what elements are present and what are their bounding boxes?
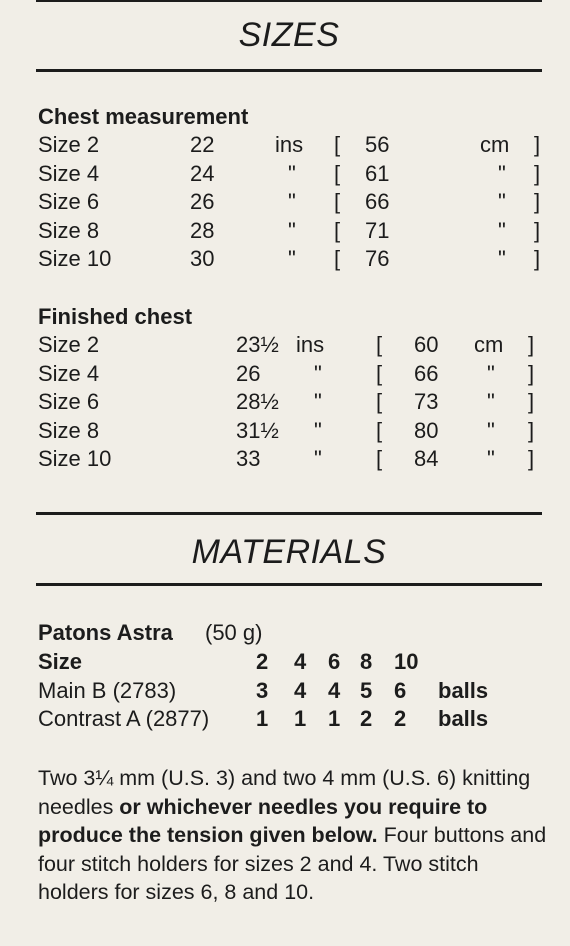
- materials-row-label: Size: [38, 649, 83, 674]
- chest-cm: 76: [365, 246, 390, 272]
- chest-open-bracket: [: [334, 160, 341, 186]
- materials-unit: balls: [438, 677, 489, 703]
- top-rule: [36, 0, 542, 2]
- finished-cm: 60: [414, 332, 439, 357]
- finished-size: Size 10: [38, 446, 112, 472]
- finished-close-bracket: ]: [528, 360, 535, 386]
- chest-open-bracket: [: [334, 132, 341, 157]
- materials-size-header: [38, 649, 542, 677]
- materials-quantity: 6: [394, 677, 407, 703]
- finished-cm: 84: [414, 446, 439, 472]
- materials-quantity: 5: [360, 677, 373, 703]
- finished-inches: 33: [236, 446, 261, 472]
- materials-heading-rule: [36, 583, 542, 586]
- finished-inch-unit: ": [314, 389, 322, 415]
- finished-cm-unit: ": [487, 389, 495, 415]
- finished-open-bracket: [: [376, 360, 383, 386]
- chest-cm-unit: ": [498, 160, 506, 186]
- chest-inch-unit: ": [288, 189, 296, 215]
- finished-row: [38, 389, 542, 417]
- chest-row: [38, 189, 542, 217]
- paragraph-part1: Two 3¼ mm (U.S. 3) and two 4 mm (U.S. 6) knitting needles: [38, 766, 531, 819]
- finished-cm: 80: [414, 417, 439, 443]
- chest-cm-unit: ": [498, 189, 506, 215]
- materials-quantity: 4: [328, 677, 341, 703]
- chest-inches: 24: [190, 160, 215, 186]
- materials-row-label: Main B (2783): [38, 677, 177, 703]
- chest-inches: 22: [190, 132, 215, 157]
- finished-close-bracket: ]: [528, 446, 535, 472]
- chest-inch-unit: ": [288, 246, 296, 272]
- chest-size: Size 8: [38, 217, 100, 243]
- finished-chest-title: Finished chest: [38, 304, 193, 329]
- chest-size: Size 6: [38, 189, 100, 215]
- finished-cm-unit: ": [487, 446, 495, 472]
- finished-cm-unit: cm: [474, 332, 504, 357]
- materials-heading: MATERIALS: [191, 533, 387, 571]
- chest-size: Size 4: [38, 160, 100, 186]
- materials-quantity: 2: [394, 706, 407, 732]
- finished-size: Size 2: [38, 332, 100, 357]
- chest-cm: 66: [365, 189, 390, 215]
- finished-cm-unit: ": [487, 417, 495, 443]
- chest-close-bracket: ]: [534, 132, 541, 157]
- materials-quantity: 10: [394, 649, 419, 674]
- finished-open-bracket: [: [376, 417, 383, 443]
- chest-close-bracket: ]: [534, 189, 541, 215]
- materials-quantity: 1: [294, 706, 307, 732]
- materials-quantity: 8: [360, 649, 373, 674]
- chest-row: [38, 132, 542, 160]
- chest-measurement-title: Chest measurement: [38, 104, 249, 129]
- materials-quantity: 2: [360, 706, 373, 732]
- materials-quantity: 3: [256, 677, 269, 703]
- sizes-heading: SIZES: [238, 16, 340, 54]
- finished-cm: 73: [414, 389, 439, 415]
- materials-quantity: 4: [294, 649, 307, 674]
- finished-size: Size 4: [38, 360, 100, 386]
- materials-quantity: 1: [256, 706, 269, 732]
- chest-cm: 61: [365, 160, 390, 186]
- finished-cm: 66: [414, 360, 439, 386]
- chest-inch-unit: ins: [275, 132, 304, 157]
- finished-inches: 28½: [236, 389, 279, 415]
- chest-row: [38, 161, 542, 189]
- finished-open-bracket: [: [376, 389, 383, 415]
- yarn-weight: (50 g): [205, 620, 263, 645]
- chest-cm-unit: cm: [480, 132, 510, 157]
- chest-open-bracket: [: [334, 217, 341, 243]
- chest-cm-unit: ": [498, 217, 506, 243]
- chest-open-bracket: [: [334, 189, 341, 215]
- finished-inch-unit: ": [314, 417, 322, 443]
- materials-yarn-row: [38, 706, 542, 734]
- chest-cm: 56: [365, 132, 390, 157]
- finished-size: Size 8: [38, 417, 100, 443]
- finished-close-bracket: ]: [528, 332, 535, 357]
- chest-open-bracket: [: [334, 246, 341, 272]
- materials-row-label: Contrast A (2877): [38, 706, 210, 732]
- paragraph-bold: or whichever needles you require to produce the tension given below.: [38, 794, 488, 848]
- finished-open-bracket: [: [376, 332, 383, 357]
- finished-inches: 23½: [236, 332, 279, 357]
- chest-row: [38, 218, 542, 246]
- finished-row: [38, 446, 542, 474]
- chest-inches: 28: [190, 217, 215, 243]
- chest-inch-unit: ": [288, 160, 296, 186]
- finished-row: [38, 361, 542, 389]
- materials-quantity: 6: [328, 649, 341, 674]
- chest-close-bracket: ]: [534, 160, 541, 186]
- finished-cm-unit: ": [487, 360, 495, 386]
- materials-quantity: 4: [294, 677, 307, 703]
- materials-quantity: 1: [328, 706, 341, 732]
- chest-inches: 30: [190, 246, 215, 272]
- finished-inches: 31½: [236, 417, 279, 443]
- chest-cm: 71: [365, 217, 390, 243]
- chest-close-bracket: ]: [534, 217, 541, 243]
- chest-size: Size 10: [38, 246, 112, 272]
- finished-inches: 26: [236, 360, 261, 386]
- chest-cm-unit: ": [498, 246, 506, 272]
- finished-row: [38, 418, 542, 446]
- sizes-heading-rule: [36, 69, 542, 72]
- finished-close-bracket: ]: [528, 389, 535, 415]
- chest-close-bracket: ]: [534, 246, 541, 272]
- materials-yarn-row: [38, 678, 542, 706]
- finished-size: Size 6: [38, 389, 100, 415]
- finished-close-bracket: ]: [528, 417, 535, 443]
- materials-quantity: 2: [256, 649, 269, 674]
- chest-inch-unit: ": [288, 217, 296, 243]
- chest-inches: 26: [190, 189, 215, 215]
- finished-row: [38, 332, 542, 360]
- chest-row: [38, 246, 542, 274]
- materials-paragraph: [38, 764, 548, 907]
- materials-top-rule: [36, 512, 542, 515]
- finished-open-bracket: [: [376, 446, 383, 472]
- yarn-name: Patons Astra: [38, 620, 173, 645]
- materials-unit: balls: [438, 706, 489, 732]
- finished-inch-unit: ": [314, 360, 322, 386]
- finished-inch-unit: ": [314, 446, 322, 472]
- finished-inch-unit: ins: [296, 332, 325, 357]
- yarn-line: [38, 620, 542, 648]
- chest-size: Size 2: [38, 132, 100, 157]
- paragraph-part3: Four buttons and four stitch holders for sizes 2 and 4. Two stitch holders for sizes 6, 8 and 10.: [38, 823, 547, 905]
